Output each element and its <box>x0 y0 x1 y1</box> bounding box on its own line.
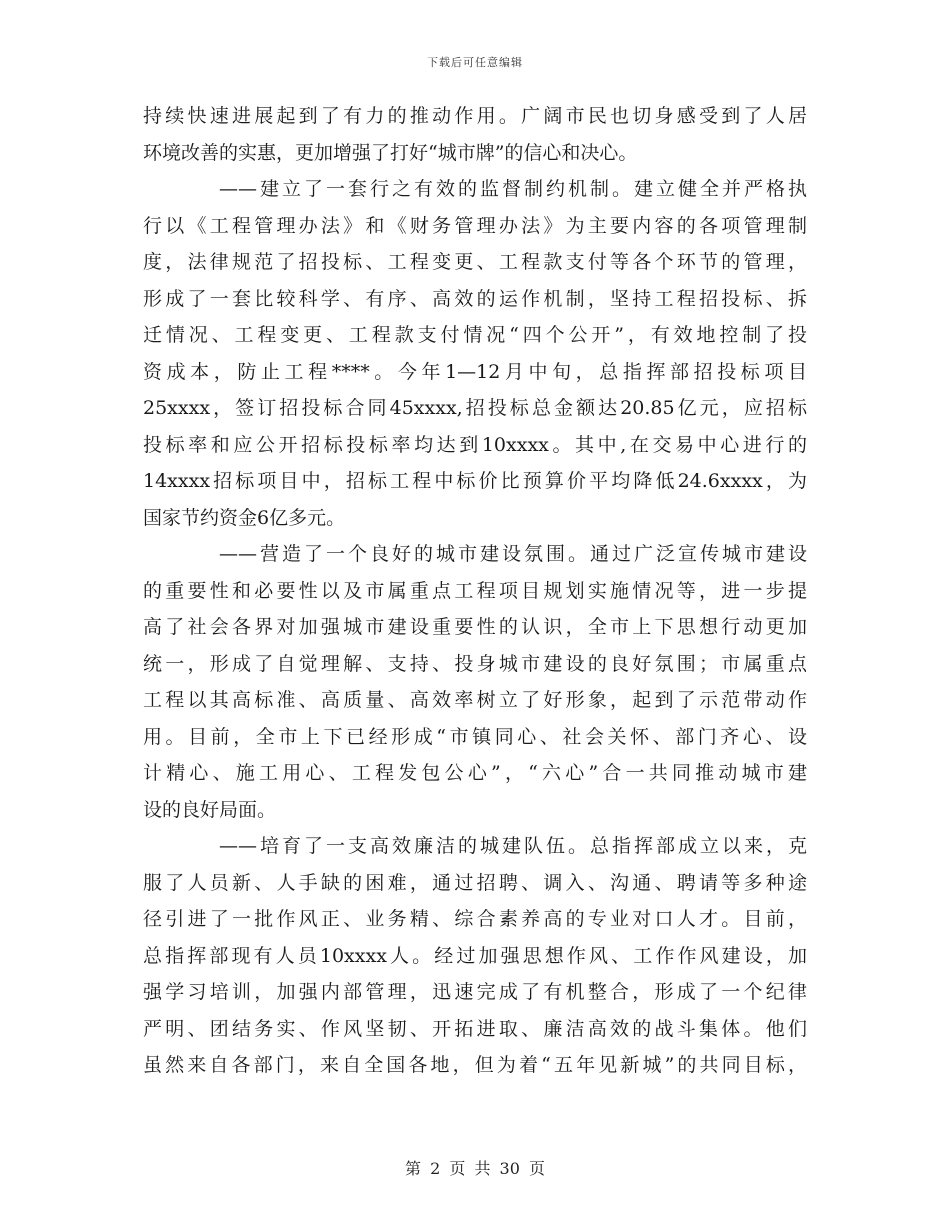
text-line: 14xxxx招标项目中，招标工程中标价比预算价平均降低24.6xxxx，为 <box>143 470 807 492</box>
text-line: 工程以其高标准、高质量、高效率树立了好形象，起到了示范带动作 <box>143 689 807 711</box>
text-line: 虽然来自各部门，来自全国各地，但为着“五年见新城”的共同目标， <box>143 1054 807 1076</box>
text-line: 径引进了一批作风正、业务精、综合素养高的专业对口人才。目前， <box>143 908 807 930</box>
text-line: 强学习培训，加强内部管理，迅速完成了有机整合，形成了一个纪律 <box>143 981 807 1003</box>
text-line: 严明、团结务实、作风坚韧、开拓进取、廉洁高效的战斗集体。他们 <box>143 1017 807 1040</box>
text-line: 设的良好局面。 <box>143 798 277 821</box>
text-line: 行以《工程管理办法》和《财务管理办法》为主要内容的各项管理制 <box>143 214 807 237</box>
page-footer: 第 2 页 共 30 页 <box>405 1159 545 1178</box>
text-line: 高了社会各界对加强城市建设重要性的认识，全市上下思想行动更加 <box>143 616 807 638</box>
text-line: 度，法律规范了招投标、工程变更、工程款支付等各个环节的管理， <box>143 251 807 273</box>
text-line: 总指挥部现有人员10xxxx人。经过加强思想作风、工作作风建设，加 <box>143 944 807 967</box>
text-line: 形成了一套比较科学、有序、高效的运作机制，坚持工程招投标、拆 <box>143 287 807 310</box>
document-body <box>143 98 807 1084</box>
text-line: 资成本，防止工程****。今年1—12月中旬，总指挥部招投标项目 <box>143 360 807 383</box>
text-line: 服了人员新、人手缺的困难，通过招聘、调入、沟通、聘请等多种途 <box>143 871 807 894</box>
text-line: ——建立了一套行之有效的监督制约机制。建立健全并严格执 <box>219 178 807 200</box>
text-line: 25xxxx，签订招投标合同45xxxx,招投标总金额达20.85亿元，应招标 <box>143 397 807 419</box>
text-line: 环境改善的实惠，更加增强了打好“城市牌”的信心和决心。 <box>143 141 638 164</box>
text-line: ——营造了一个良好的城市建设氛围。通过广泛宣传城市建设 <box>219 543 807 565</box>
text-line: 计精心、施工用心、工程发包公心”，“六心”合一共同推动城市建 <box>143 762 807 784</box>
page-header: 下载后可任意编辑 <box>427 56 523 69</box>
text-line: 持续快速进展起到了有力的推动作用。广阔市民也切身感受到了人居 <box>143 105 807 127</box>
text-line: 统一，形成了自觉理解、支持、投身城市建设的良好氛围；市属重点 <box>143 652 807 675</box>
text-line: 投标率和应公开招标投标率均达到10xxxx。其中,在交易中心进行的 <box>143 433 807 456</box>
text-line: 迁情况、工程变更、工程款支付情况“四个公开”，有效地控制了投 <box>143 324 807 346</box>
text-line: 用。目前，全市上下已经形成“市镇同心、社会关怀、部门齐心、设 <box>143 725 807 748</box>
text-line: 国家节约资金6亿多元。 <box>143 506 346 529</box>
text-line: ——培育了一支高效廉洁的城建队伍。总指挥部成立以来，克 <box>219 835 807 857</box>
text-line: 的重要性和必要性以及市属重点工程项目规划实施情况等，进一步提 <box>143 579 807 602</box>
